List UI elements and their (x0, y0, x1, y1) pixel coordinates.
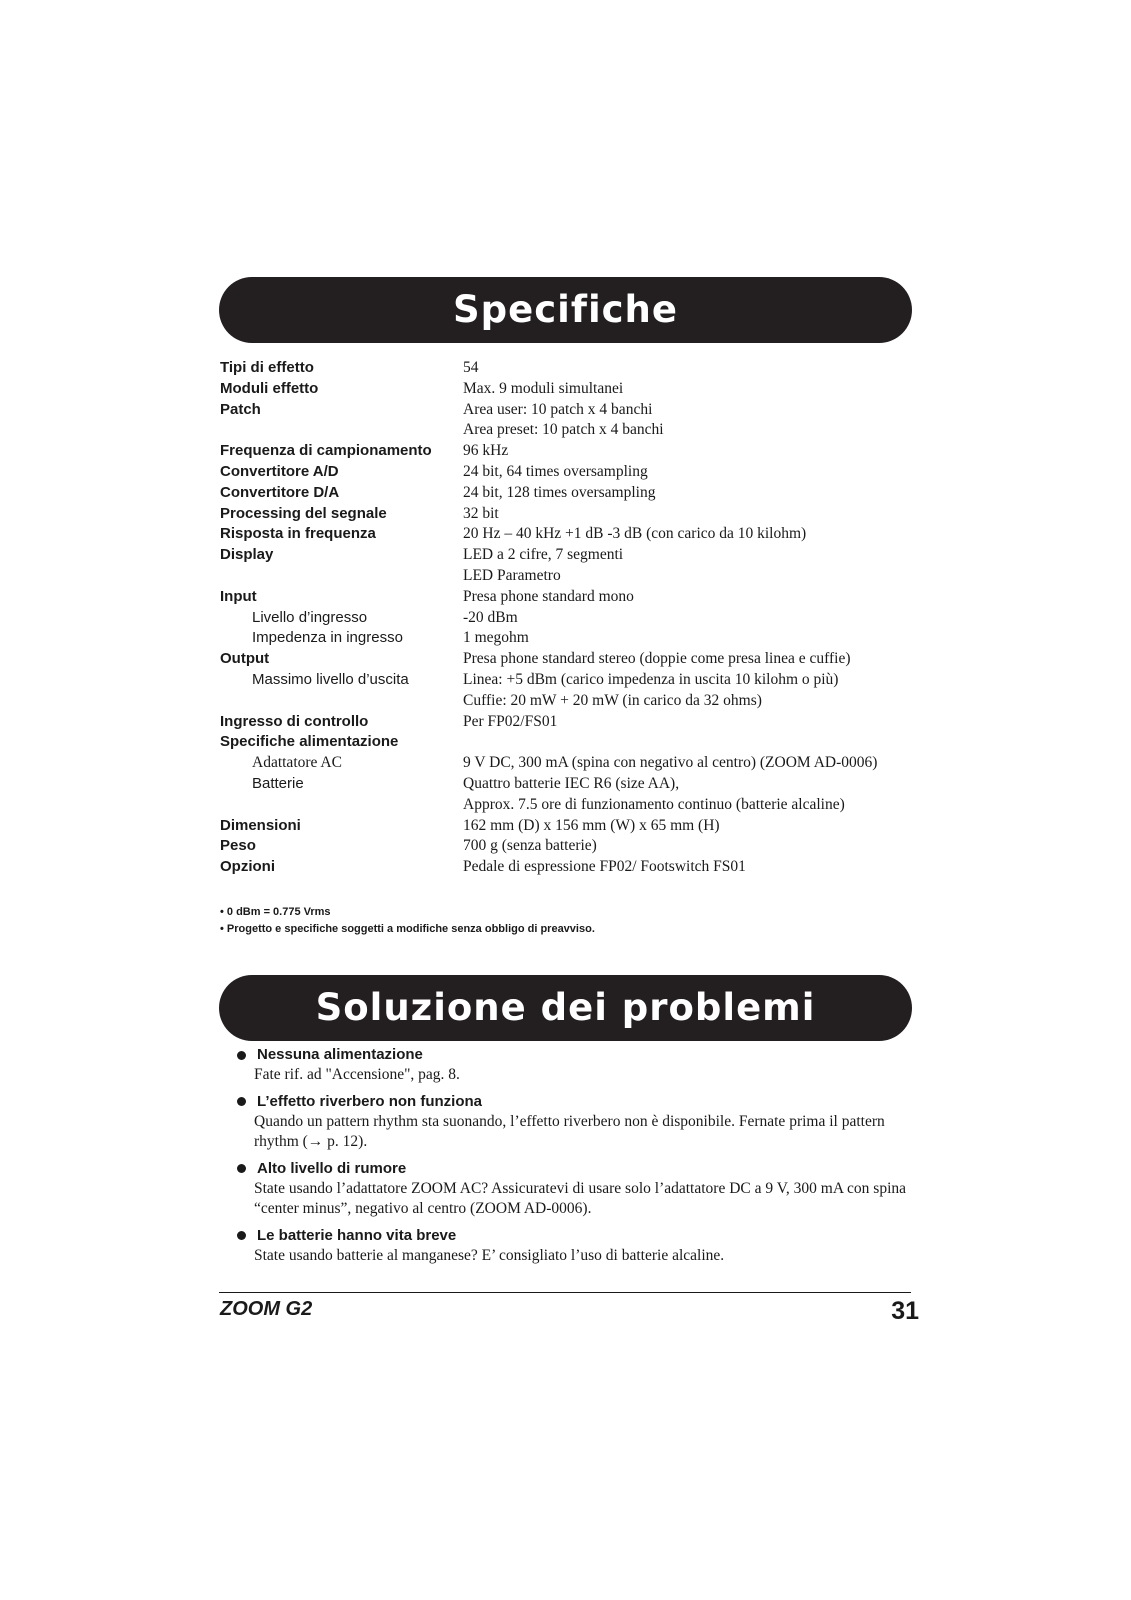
bullet-icon (237, 1231, 246, 1240)
specs-section-title: Specifiche (219, 277, 912, 343)
spec-value: 32 bit (463, 504, 499, 522)
spec-label: Display (220, 546, 274, 564)
troubleshooting-text: Fate rif. ad "Accensione", pag. 8. (254, 1066, 460, 1083)
troubleshooting-item (237, 1045, 907, 1086)
spec-label: Tipi di effetto (220, 359, 314, 376)
spec-row (220, 400, 920, 421)
spec-label: Processing del segnale (220, 504, 387, 522)
spec-value: Area user: 10 patch x 4 banchi (463, 400, 653, 418)
specs-table (220, 358, 920, 878)
spec-row (220, 712, 920, 733)
spec-label: Dimensioni (220, 816, 301, 834)
spec-label (220, 420, 463, 441)
spec-value: Pedale di espressione FP02/ Footswitch FS01 (463, 858, 746, 876)
troubleshooting-heading-text: Nessuna alimentazione (257, 1046, 423, 1063)
troubleshooting-item (237, 1092, 907, 1153)
spec-value: 24 bit, 64 times oversampling (463, 462, 648, 480)
spec-label: Opzioni (220, 858, 275, 876)
spec-value: Presa phone standard stereo (doppie come presa linea e cuffie) (463, 650, 851, 668)
spec-value: LED Parametro (463, 566, 561, 584)
spec-label: Massimo livello d’uscita (252, 670, 409, 688)
spec-row (220, 857, 920, 878)
spec-row (220, 670, 920, 691)
spec-row (220, 649, 920, 670)
bullet-icon (237, 1097, 246, 1106)
spec-row (220, 774, 920, 795)
spec-value: 1 megohm (463, 629, 529, 647)
spec-note: • Progetto e specifiche soggetti a modifiche senza obbligo di preavviso. (220, 922, 595, 935)
spec-row (220, 608, 920, 629)
bullet-icon (237, 1051, 246, 1060)
spec-row (220, 483, 920, 504)
spec-value: Area preset: 10 patch x 4 banchi (463, 421, 664, 439)
spec-value: Linea: +5 dBm (carico impedenza in uscita 10 kilohm o più) (463, 670, 839, 688)
spec-label: Livello d’ingresso (252, 608, 368, 626)
page-number: 31 (891, 1297, 919, 1325)
spec-label (220, 691, 463, 712)
spec-label: Adattatore AC (252, 754, 342, 772)
spec-value: Per FP02/FS01 (463, 712, 558, 730)
spec-value: Presa phone standard mono (463, 587, 634, 605)
spec-label (220, 795, 463, 816)
spec-value: Approx. 7.5 ore di funzionamento continuo (batterie alcaline) (463, 795, 845, 813)
spec-label: Moduli effetto (220, 379, 319, 397)
spec-label: Convertitore D/A (220, 483, 340, 501)
spec-notes (220, 904, 595, 937)
spec-row (220, 816, 920, 837)
troubleshooting-heading-text: Le batterie hanno vita breve (257, 1226, 457, 1244)
spec-label: Convertitore A/D (220, 462, 339, 480)
spec-value: 162 mm (D) x 156 mm (W) x 65 mm (H) (463, 816, 720, 834)
spec-value: 24 bit, 128 times oversampling (463, 483, 656, 501)
spec-value: 9 V DC, 300 mA (spina con negativo al centro) (ZOOM AD-0006) (463, 754, 878, 772)
spec-row (220, 504, 920, 525)
spec-row (220, 836, 920, 857)
troubleshooting-text: State usando l’adattatore ZOOM AC? Assicuratevi di usare solo l’adattatore DC a 9 V, 300 mA con spina “center minus”, negativo al centro (ZOOM AD-0006). (254, 1179, 907, 1217)
troubleshooting-heading (237, 1045, 907, 1065)
spec-row (220, 379, 920, 400)
footer-divider (219, 1292, 911, 1293)
troubleshooting-item (237, 1159, 907, 1220)
troubleshooting-heading (237, 1226, 907, 1246)
spec-value: Cuffie: 20 mW + 20 mW (in carico da 32 ohms) (463, 691, 762, 709)
spec-row (220, 732, 920, 753)
spec-label: Ingresso di controllo (220, 712, 369, 730)
spec-value: 54 (463, 359, 479, 376)
troubleshooting-text: State usando batterie al manganese? E’ consigliato l’uso di batterie alcaline. (254, 1246, 725, 1264)
spec-row (220, 441, 920, 462)
troubleshooting-section-title: Soluzione dei problemi (219, 975, 912, 1041)
spec-note: • 0 dBm = 0.775 Vrms (220, 906, 331, 918)
footer-product-name: ZOOM G2 (220, 1298, 313, 1320)
spec-label: Risposta in frequenza (220, 525, 376, 543)
troubleshooting-list (237, 1045, 907, 1272)
spec-label: Impedenza in ingresso (252, 629, 403, 647)
troubleshooting-heading (237, 1092, 907, 1112)
spec-value: -20 dBm (463, 608, 518, 626)
spec-label: Output (220, 650, 270, 668)
spec-label: Batterie (252, 774, 304, 792)
spec-row (220, 420, 920, 441)
spec-row (220, 462, 920, 483)
spec-label: Specifiche alimentazione (220, 733, 399, 751)
spec-value: 96 kHz (463, 442, 509, 460)
spec-label (220, 566, 463, 587)
troubleshooting-heading (237, 1159, 907, 1179)
troubleshooting-heading-text: L’effetto riverbero non funziona (257, 1092, 483, 1110)
spec-label: Input (220, 587, 257, 605)
troubleshooting-item (237, 1226, 907, 1267)
spec-row (220, 524, 920, 545)
spec-row (220, 587, 920, 608)
spec-row (220, 358, 920, 379)
spec-label: Patch (220, 400, 261, 418)
spec-label: Frequenza di campionamento (220, 442, 432, 460)
bullet-icon (237, 1164, 246, 1173)
spec-row (220, 795, 920, 816)
spec-row (220, 545, 920, 566)
spec-label: Peso (220, 837, 256, 855)
troubleshooting-text: Quando un pattern rhythm sta suonando, l’effetto riverbero non è disponibile. Fernate prima il pattern rhythm (→ p. 12). (254, 1112, 885, 1150)
spec-value: LED a 2 cifre, 7 segmenti (463, 546, 624, 564)
spec-row (220, 566, 920, 587)
spec-value: 700 g (senza batterie) (463, 837, 597, 855)
spec-value: 20 Hz – 40 kHz +1 dB -3 dB (con carico da 10 kilohm) (463, 525, 807, 543)
spec-value: Quattro batterie IEC R6 (size AA), (463, 774, 680, 792)
spec-row (220, 628, 920, 649)
troubleshooting-heading-text: Alto livello di rumore (257, 1159, 407, 1177)
spec-row (220, 691, 920, 712)
spec-value: Max. 9 moduli simultanei (463, 379, 624, 397)
spec-row (220, 753, 920, 774)
